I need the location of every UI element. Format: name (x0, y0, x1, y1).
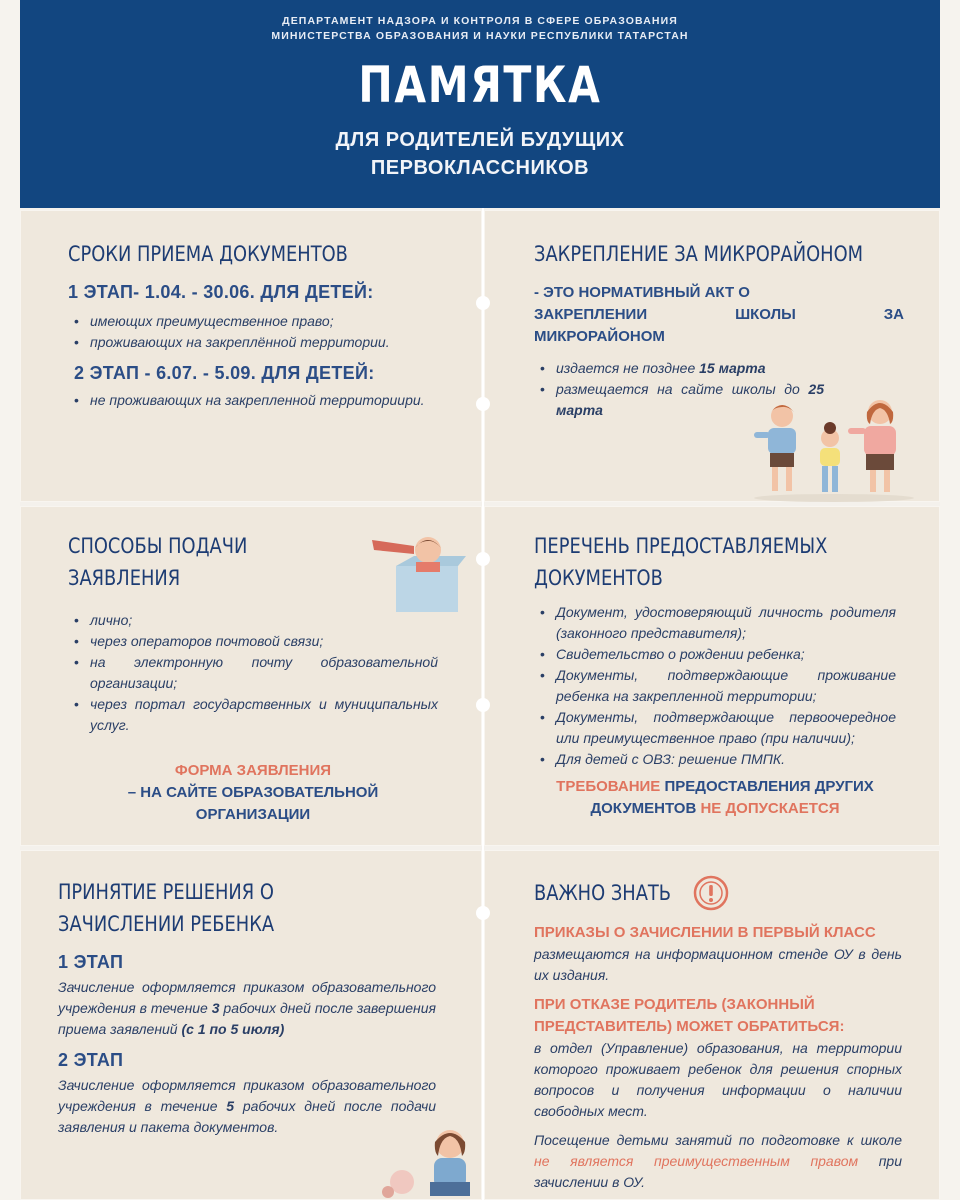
page-title: ПАМЯТКА (358, 56, 602, 114)
timeline-dot (476, 296, 490, 310)
list-item: • Свидетельство о рождении ребенка; (534, 644, 896, 665)
form-note-line: ОРГАНИЗАЦИИ (195, 806, 311, 823)
box-icon (396, 566, 458, 612)
subtitle-line-2: ПЕРВОКЛАССНИКОВ (370, 157, 590, 179)
department-name (20, 14, 940, 44)
visit-text: при зачислении в ОУ. (534, 1153, 902, 1190)
text-part: Зачисление оформляется приказом образовательного учреждения в течение (58, 1077, 436, 1114)
exclamation-icon (693, 875, 729, 911)
form-note-line: – НА САЙТЕ ОБРАЗОВАТЕЛЬНОЙ (127, 784, 379, 801)
important-section (534, 874, 902, 1193)
decision-stage1-text (58, 977, 436, 1040)
item-text: размещается на сайте школы до (556, 381, 809, 397)
documents-list (534, 602, 896, 770)
subtitle-line-1: ДЛЯ РОДИТЕЛЕЙ БУДУЩИХ (335, 129, 625, 151)
department-line-1: ДЕПАРТАМЕНТ НАДЗОРА И КОНТРОЛЯ В СФЕРЕ ОБРАЗОВАНИЯ (282, 15, 678, 27)
district-section (534, 238, 904, 421)
item-text: издается не позднее (556, 360, 700, 376)
district-desc-line-3: МИКРОРАЙОНОМ (534, 328, 665, 345)
girl-figure (820, 422, 840, 492)
text-number: 3 (211, 1000, 220, 1016)
list-item: • лично; (68, 610, 438, 631)
family-illustration (744, 398, 924, 502)
page-subtitle (20, 126, 940, 182)
stage1-heading: 1 ЭТАП- 1.04. - 30.06. ДЛЯ ДЕТЕЙ: (68, 282, 374, 302)
stage2-list (68, 390, 448, 411)
refusal-heading: ПРИ ОТКАЗЕ РОДИТЕЛЬ (ЗАКОННЫЙ ПРЕДСТАВИТЕЛЬ) МОЖЕТ ОБРАТИТЬСЯ: (534, 996, 845, 1035)
list-item: • проживающих на закреплённой территории. (68, 332, 448, 353)
list-item (534, 358, 824, 379)
text-dates: (с 1 по 5 июля) (181, 1021, 285, 1037)
orders-text: размещаются на информационном стенде ОУ в день их издания. (534, 946, 902, 983)
district-desc-line-1: - ЭТО НОРМАТИВНЫЙ АКТ О (534, 284, 750, 301)
stage2-heading: 2 ЭТАП - 6.07. - 5.09. ДЛЯ ДЕТЕЙ: (74, 363, 375, 383)
district-desc-word: ШКОЛЫ (735, 306, 796, 323)
list-item: • имеющих преимущественное право; (68, 311, 448, 332)
requirement-red: НЕ ДОПУСКАЕТСЯ (696, 800, 840, 817)
district-desc-word: ЗАКРЕПЛЕНИИ (534, 306, 648, 323)
list-item: • на электронную почту образовательной организации; (68, 652, 438, 694)
methods-heading-line-2: ЗАЯВЛЕНИЯ (68, 566, 181, 590)
department-line-2: МИНИСТЕРСТВА ОБРАЗОВАНИЯ И НАУКИ РЕСПУБЛИКИ ТАТАРСТАН (271, 30, 689, 42)
documents-heading-line-2: ДОКУМЕНТОВ (534, 566, 663, 590)
documents-heading-line-1: ПЕРЕЧЕНЬ ПРЕДОСТАВЛЯЕМЫХ (534, 534, 828, 558)
timeline-dot (476, 906, 490, 920)
item-date: 25 марта (556, 381, 824, 418)
refusal-text: в отдел (Управление) образования, на территории которого проживает ребенок для решения спорных вопросов и получения информации о наличии свободных мест. (534, 1040, 902, 1119)
requirement-text: ДОКУМЕНТОВ (590, 800, 697, 817)
page-header (20, 0, 940, 208)
list-item: • Документы, подтверждающие проживание ребенка на закрепленной территории; (534, 665, 896, 707)
deadlines-section (68, 238, 448, 411)
methods-list (68, 610, 438, 736)
district-heading: ЗАКРЕПЛЕНИЕ ЗА МИКРОРАЙОНОМ (534, 242, 864, 266)
orders-heading: ПРИКАЗЫ О ЗАЧИСЛЕНИИ В ПЕРВЫЙ КЛАСС (534, 924, 876, 941)
district-desc-word: ЗА (883, 306, 904, 323)
text-number: 5 (226, 1098, 235, 1114)
boy-figure (754, 405, 796, 491)
decision-stage2-heading: 2 ЭТАП (58, 1050, 124, 1070)
timeline-dot (476, 397, 490, 411)
stage1-list (68, 311, 448, 353)
mother-figure (848, 400, 896, 492)
text-part: Зачисление оформляется приказом образовательного учреждения в течение (58, 979, 436, 1016)
form-note-red: ФОРМА ЗАЯВЛЕНИЯ (174, 762, 332, 779)
requirement-red: ТРЕБОВАНИЕ (556, 778, 661, 795)
documents-requirement-note (534, 776, 896, 820)
telescope-icon (372, 540, 414, 554)
requirement-text: ПРЕДОСТАВЛЕНИЯ ДРУГИХ (660, 778, 874, 795)
district-desc-line-2 (534, 304, 904, 326)
form-note (68, 760, 438, 826)
timeline-dot (476, 552, 490, 566)
decision-heading-line-1: ПРИНЯТИЕ РЕШЕНИЯ О (58, 880, 274, 904)
list-item: • Документы, подтверждающие первоочередное или преимущественное право (при наличии); (534, 707, 896, 749)
important-heading: ВАЖНО ЗНАТЬ (534, 881, 672, 905)
reading-kid-illustration (380, 1120, 476, 1200)
documents-section (534, 530, 896, 820)
deadlines-heading: СРОКИ ПРИЕМА ДОКУМЕНТОВ (68, 242, 348, 266)
timeline-dot (476, 698, 490, 712)
left-margin (0, 0, 20, 1200)
decision-stage1-heading: 1 ЭТАП (58, 952, 124, 972)
text-part: рабочих дней после завершения приема заявлений (58, 1000, 436, 1037)
important-heading-row (534, 874, 902, 912)
telescope-kid-illustration (370, 530, 466, 616)
text-part: рабочих дней после подачи заявления и пакета документов. (58, 1098, 436, 1135)
list-item: • через операторов почтовой связи; (68, 631, 438, 652)
ground-shadow (754, 494, 914, 502)
visit-text: Посещение детьми занятий по подготовке к школе (534, 1132, 902, 1148)
item-date: 15 марта (699, 360, 766, 376)
decision-heading-line-2: ЗАЧИСЛЕНИИ РЕБЕНКА (58, 912, 275, 936)
visit-red: не является преимущественным правом (534, 1153, 859, 1169)
list-item: • Для детей с ОВЗ: решение ПМПК. (534, 749, 896, 770)
list-item: • Документ, удостоверяющий личность родителя (законного представителя); (534, 602, 896, 644)
list-item: • не проживающих на закрепленной территориири. (68, 390, 448, 411)
visit-note (534, 1130, 902, 1193)
list-item: • через портал государственных и муниципальных услуг. (68, 694, 438, 736)
right-margin (940, 0, 960, 1200)
methods-heading-line-1: СПОСОБЫ ПОДАЧИ (68, 534, 248, 558)
decision-section (58, 876, 436, 1138)
